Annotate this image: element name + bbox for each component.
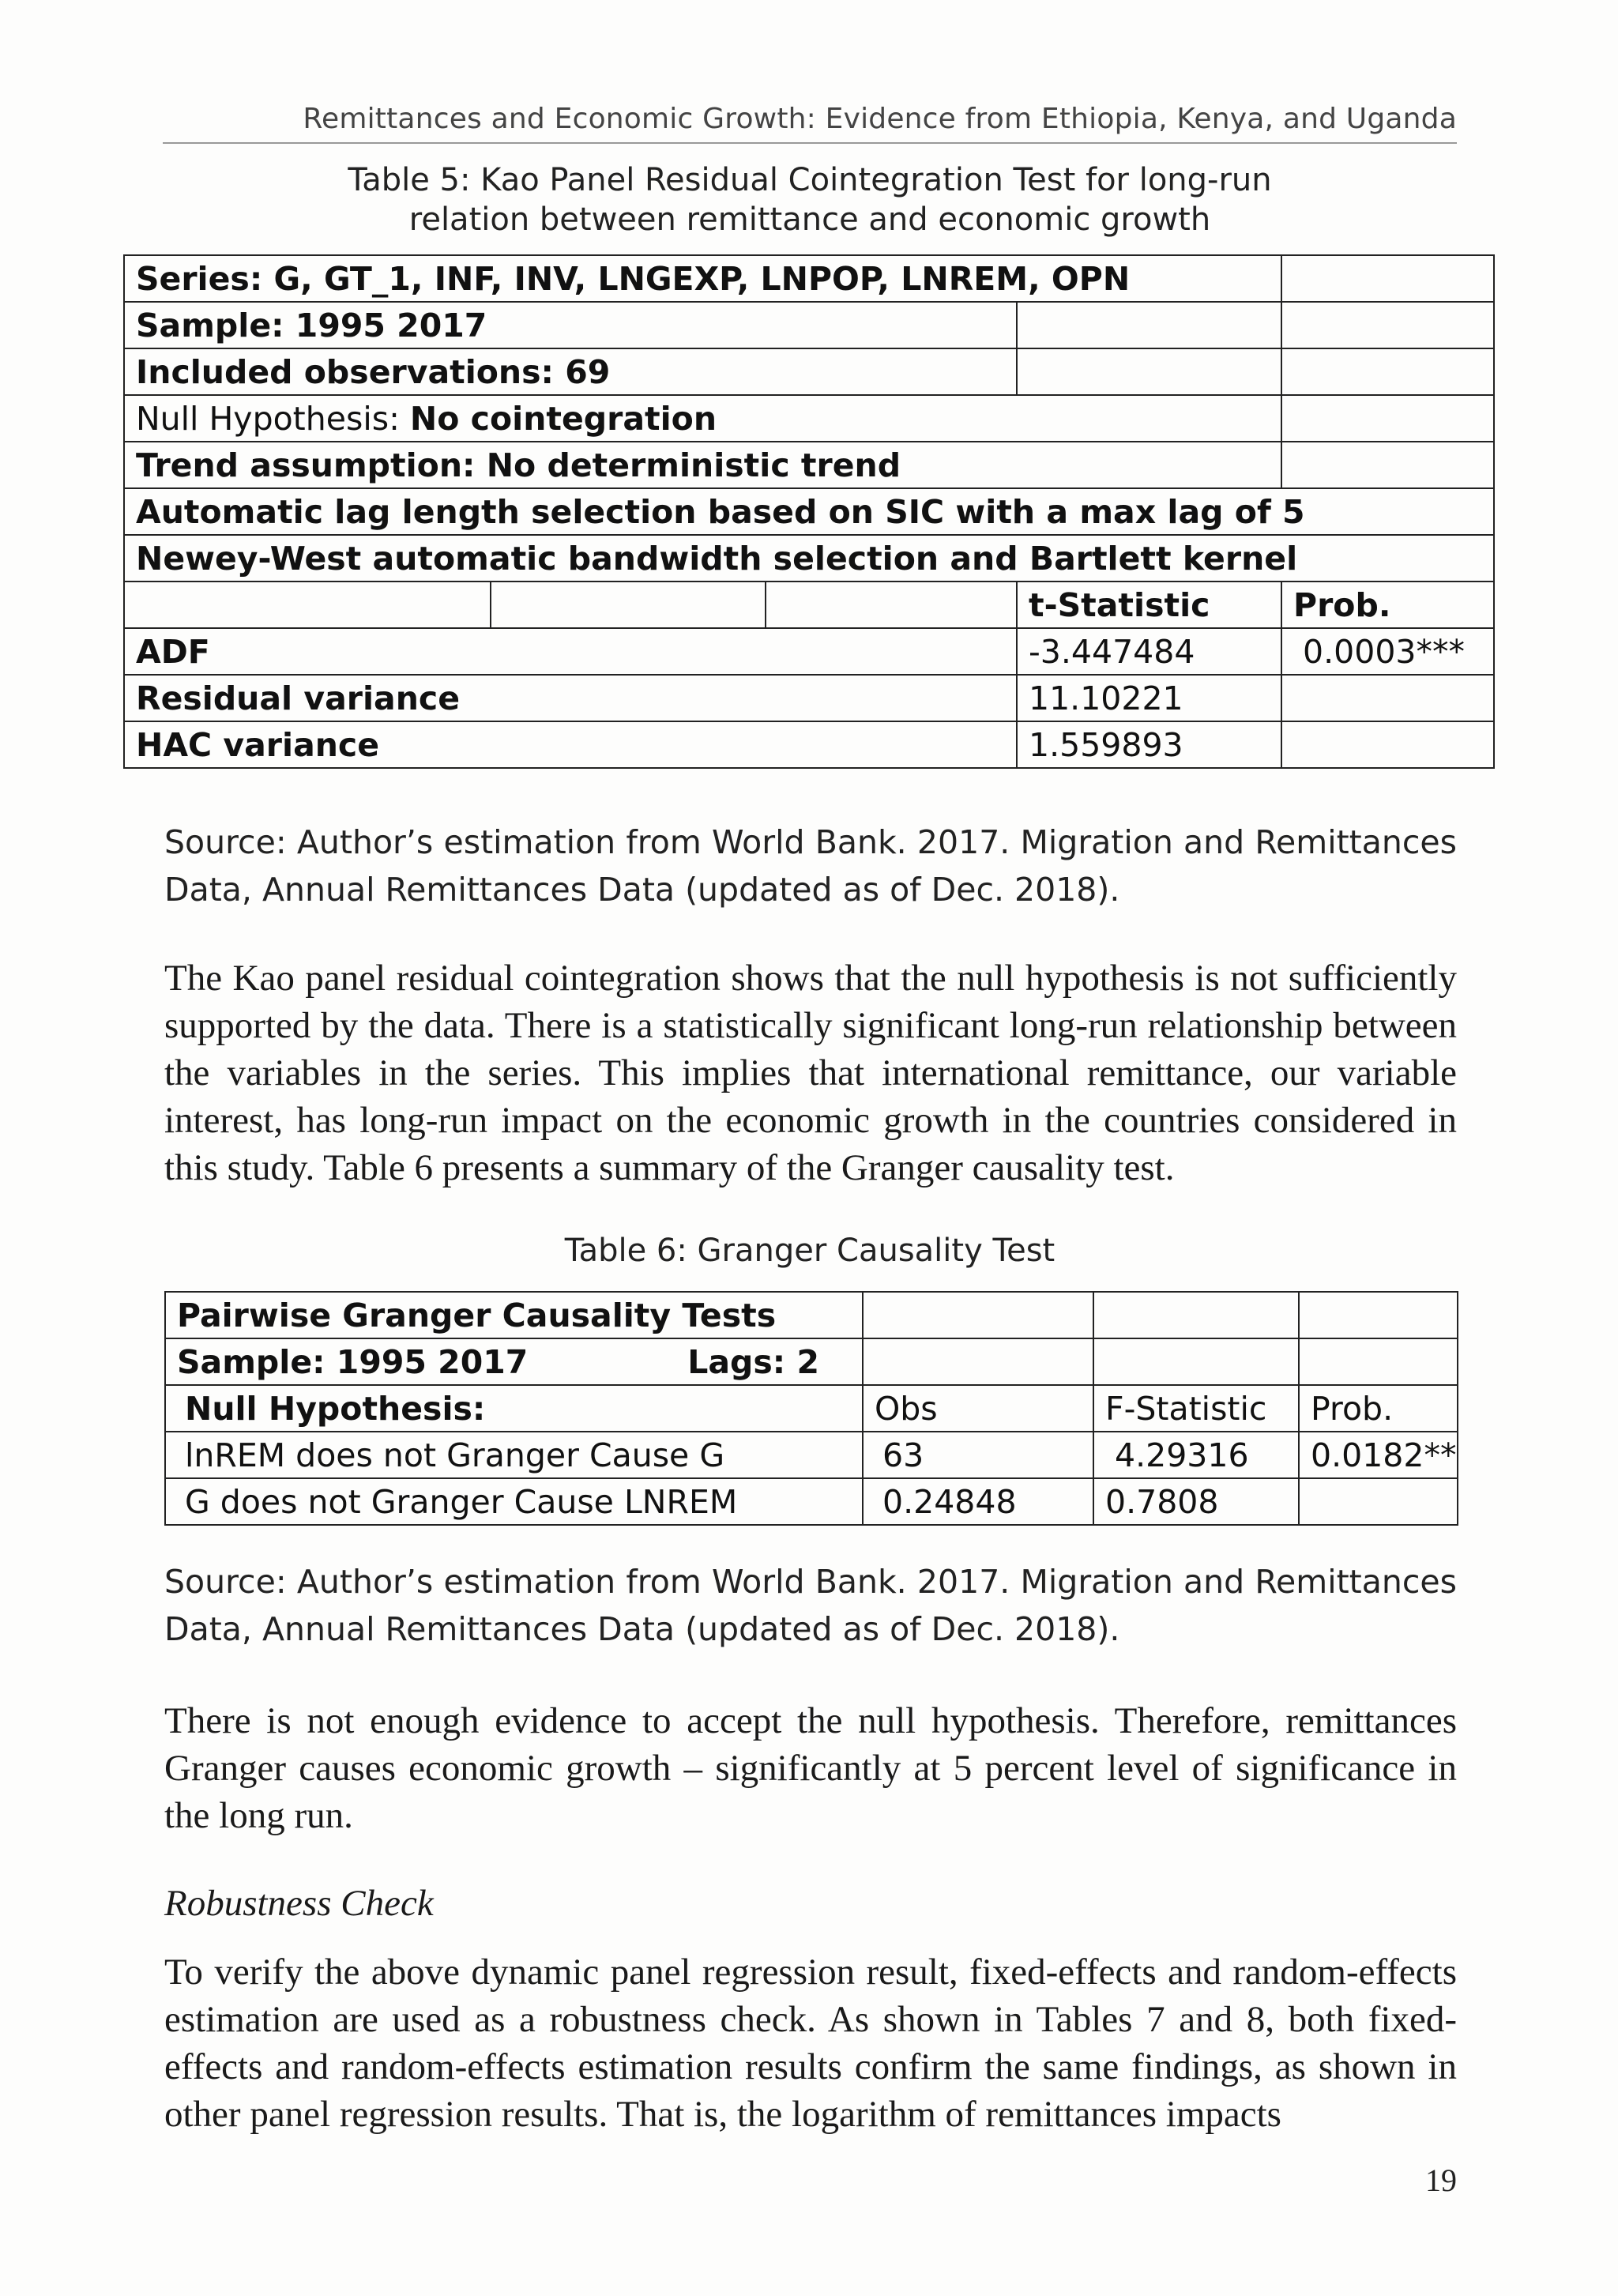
empty-cell [1017,302,1281,348]
empty-cell [1093,1338,1299,1385]
null-hypothesis-header: Null Hypothesis: [165,1385,863,1432]
header-rule [163,142,1457,144]
null-hypothesis-cell [124,395,1281,442]
table-row [124,488,1494,535]
adf-prob: 0.0003*** [1281,628,1494,675]
hac-variance-label: HAC variance [124,721,1017,768]
prob-cell [1299,1478,1458,1525]
table-row [165,1292,1458,1338]
table5-source: Source: Author’s estimation from World Bank. 2017. Migration and Remittances Data, Annual Remittances Data (updated as of Dec. 2018). [164,823,1457,909]
empty-cell [1299,1338,1458,1385]
obs-cell: 63 [863,1432,1093,1478]
empty-cell [1017,348,1281,395]
table-row [124,348,1494,395]
table-row [124,721,1494,768]
hypothesis-cell: G does not Granger Cause LNREM [165,1478,863,1525]
table-header-row [124,582,1494,628]
granger-causality-table [164,1291,1458,1526]
obs-cell: 0.24848 [863,1478,1093,1525]
series-cell: Series: G, GT_1, INF, INV, LNGEXP, LNPOP, LNREM, OPN [124,255,1281,302]
hypothesis-cell: lnREM does not Granger Cause G [165,1432,863,1478]
adf-label: ADF [124,628,1017,675]
robustness-heading: Robustness Check [164,1883,434,1924]
empty-cell [491,582,766,628]
residual-variance-label: Residual variance [124,675,1017,721]
running-header: Remittances and Economic Growth: Evidence from Ethiopia, Kenya, and Uganda [303,103,1457,135]
table6-caption: Table 6: Granger Causality Test [564,1233,1055,1269]
empty-cell [124,582,491,628]
lag-selection-cell: Automatic lag length selection based on SIC with a max lag of 5 [124,488,1494,535]
empty-cell [1281,302,1494,348]
table6-source: Source: Author’s estimation from World Bank. 2017. Migration and Remittances Data, Annual Remittances Data (updated as of Dec. 2018). [164,1563,1457,1648]
empty-cell [1281,675,1494,721]
empty-cell [1281,348,1494,395]
residual-variance-value: 11.10221 [1017,675,1281,721]
granger-lags: Lags: 2 [687,1342,819,1381]
empty-cell [1281,721,1494,768]
t-statistic-header: t-Statistic [1017,582,1281,628]
empty-cell [1093,1292,1299,1338]
granger-paragraph: There is not enough evidence to accept the null hypothesis. Therefore, remittances Granger causes economic growth – significantly at 5 percent level of significance in the long run. [164,1700,1457,1836]
empty-cell [863,1292,1093,1338]
null-hypothesis-label: Null Hypothesis: [136,399,410,438]
granger-title-cell: Pairwise Granger Causality Tests [165,1292,863,1338]
adf-t-statistic: -3.447484 [1017,628,1281,675]
obs-header: Obs [863,1385,1093,1432]
empty-cell [1281,255,1494,302]
empty-cell [863,1338,1093,1385]
hac-variance-value: 1.559893 [1017,721,1281,768]
table5-caption-line2: relation between remittance and economic growth [408,201,1211,238]
empty-cell [1299,1292,1458,1338]
page-number: 19 [1425,2162,1457,2198]
table-row [124,442,1494,488]
trend-cell: Trend assumption: No deterministic trend [124,442,1281,488]
empty-cell [1281,442,1494,488]
table-row [124,395,1494,442]
kao-paragraph: The Kao panel residual cointegration shows that the null hypothesis is not sufficiently supported by the data. There is a statistically significant long-run relationship between the variables in the series. This implies that international remittance, our variable interest, has long-run impact on the economic growth in the countries considered in this study. Table 6 presents a summary of the Granger causality test. [164,958,1457,1188]
table-row [124,628,1494,675]
sample-cell: Sample: 1995 2017 [124,302,1017,348]
table5-caption [163,160,1457,239]
table-header-row [165,1385,1458,1432]
f-statistic-cell: 4.29316 [1093,1432,1299,1478]
observations-cell: Included observations: 69 [124,348,1017,395]
f-statistic-cell: 0.7808 [1093,1478,1299,1525]
table-row [165,1478,1458,1525]
granger-sample: Sample: 1995 2017 [177,1342,529,1381]
prob-header: Prob. [1299,1385,1458,1432]
robustness-paragraph: To verify the above dynamic panel regression result, fixed-effects and random-effects estimation are used as a robustness check. As shown in Tables 7 and 8, both fixed-effects and random-effects estimation results confirm the same findings, as shown in other panel regression results. That is, the logarithm of remittances impacts [164,1952,1457,2135]
table-row [124,255,1494,302]
table-row [165,1432,1458,1478]
prob-header: Prob. [1281,582,1494,628]
table-row [165,1338,1458,1385]
f-statistic-header: F-Statistic [1093,1385,1299,1432]
table-row [124,675,1494,721]
empty-cell [766,582,1017,628]
kao-cointegration-table [123,254,1495,769]
table-row [124,535,1494,582]
table5-caption-line1: Table 5: Kao Panel Residual Cointegration Test for long-run [348,162,1272,198]
granger-sample-cell [165,1338,863,1385]
prob-cell: 0.0182** [1299,1432,1458,1478]
bandwidth-cell: Newey-West automatic bandwidth selection and Bartlett kernel [124,535,1494,582]
null-hypothesis-value: No cointegration [409,399,717,438]
empty-cell [1281,395,1494,442]
table-row [124,302,1494,348]
